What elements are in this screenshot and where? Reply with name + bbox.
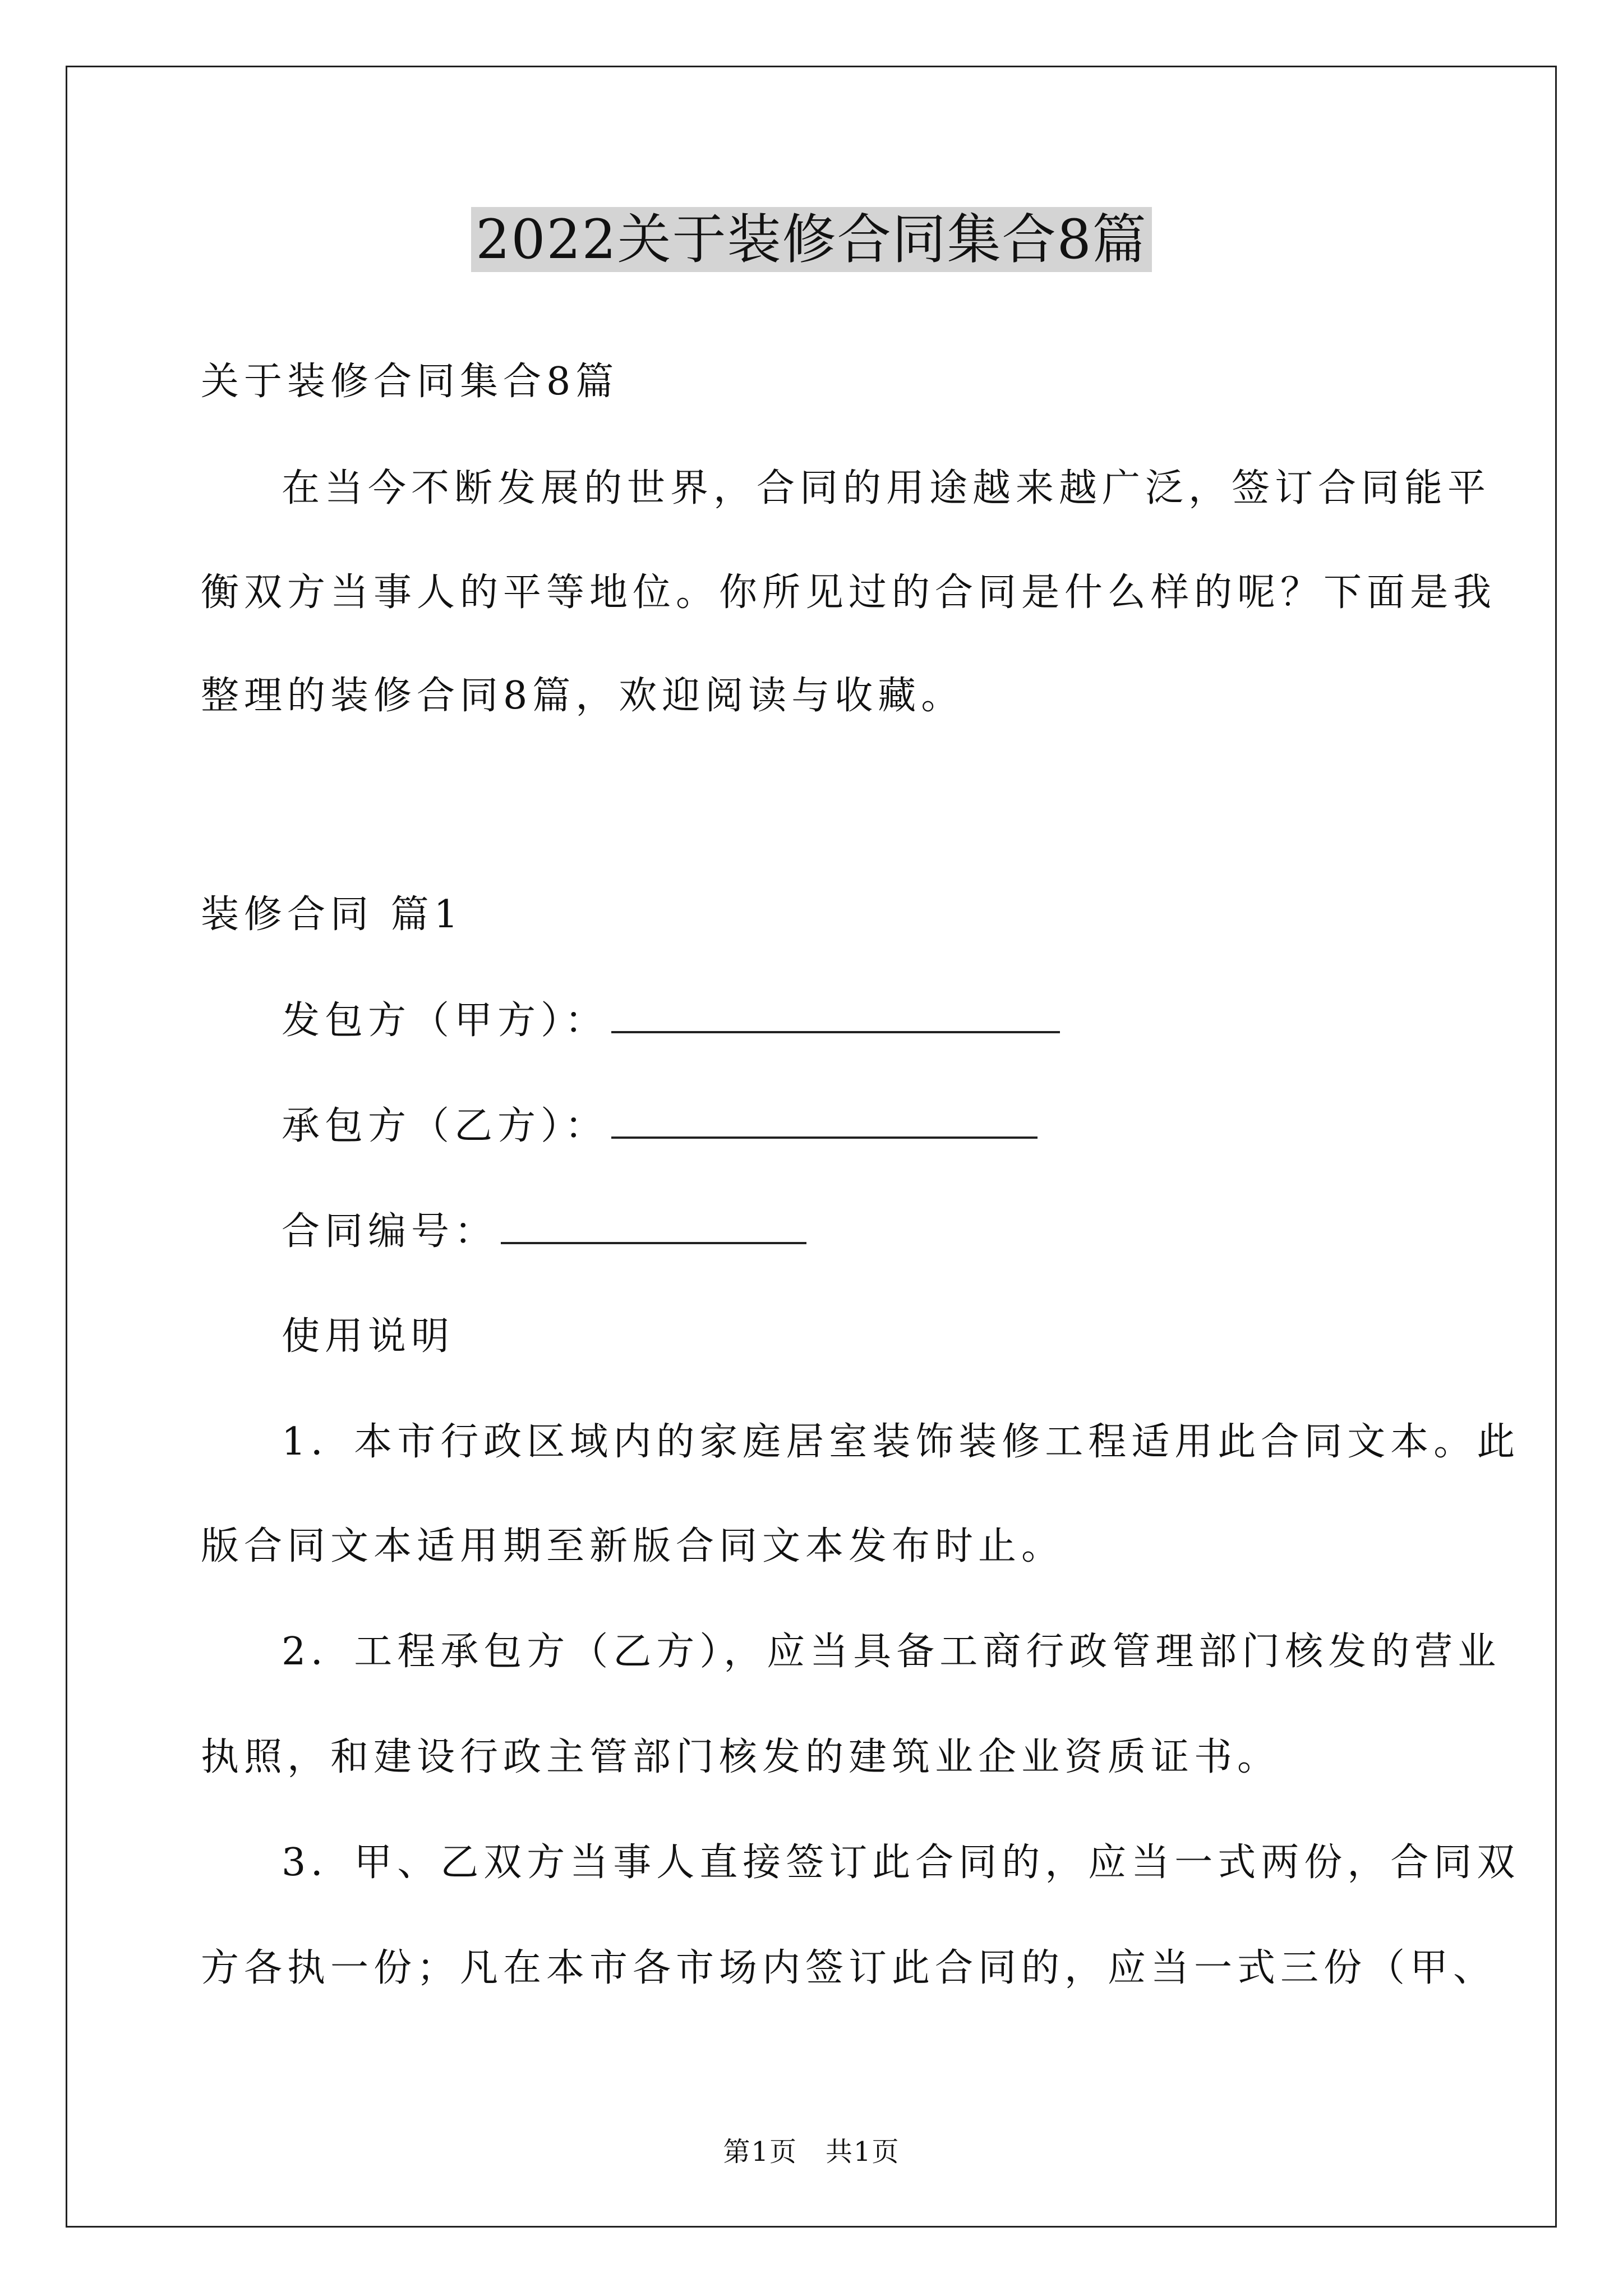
party-b-field: [282, 1101, 1038, 1152]
page-footer: 第1页 共1页: [723, 2136, 900, 2168]
section-heading: 装修合同 篇1: [201, 892, 463, 937]
item-3-line-1: 3．甲、乙双方当事人直接签订此合同的，应当一式两份，合同双: [282, 1841, 1520, 1885]
item-1-line-2: 版合同文本适用期至新版合同文本发布时止。: [201, 1524, 1065, 1568]
usage-heading: 使用说明: [282, 1314, 455, 1359]
party-a-blank[interactable]: [611, 995, 1060, 1033]
intro-line-3: 整理的装修合同8篇，欢迎阅读与收藏。: [201, 674, 965, 718]
intro-line-2: 衡双方当事人的平等地位。你所见过的合同是什么样的呢？下面是我: [201, 570, 1497, 615]
item-2-line-1: 2．工程承包方（乙方），应当具备工商行政管理部门核发的营业: [282, 1630, 1501, 1674]
party-b-label: 承包方（乙方）：: [282, 1104, 608, 1148]
item-3-line-2: 方各执一份；凡在本市各市场内签订此合同的，应当一式三份（甲、: [201, 1946, 1497, 1990]
party-a-label: 发包方（甲方）：: [282, 999, 608, 1043]
party-a-field: [282, 995, 1060, 1046]
item-2-line-2: 执照，和建设行政主管部门核发的建筑业企业资质证书。: [201, 1735, 1281, 1779]
contract-number-label: 合同编号：: [282, 1209, 498, 1254]
contract-number-blank[interactable]: [501, 1206, 806, 1244]
party-b-blank[interactable]: [611, 1101, 1038, 1139]
intro-line-1: 在当今不断发展的世界，合同的用途越来越广泛，签订合同能平: [282, 466, 1491, 510]
document-title: 2022关于装修合同集合8篇: [0, 203, 1623, 276]
document-subtitle: 关于装修合同集合8篇: [201, 360, 619, 404]
contract-number-field: [282, 1206, 806, 1257]
item-1-line-1: 1．本市行政区域内的家庭居室装饰装修工程适用此合同文本。此: [282, 1420, 1520, 1464]
